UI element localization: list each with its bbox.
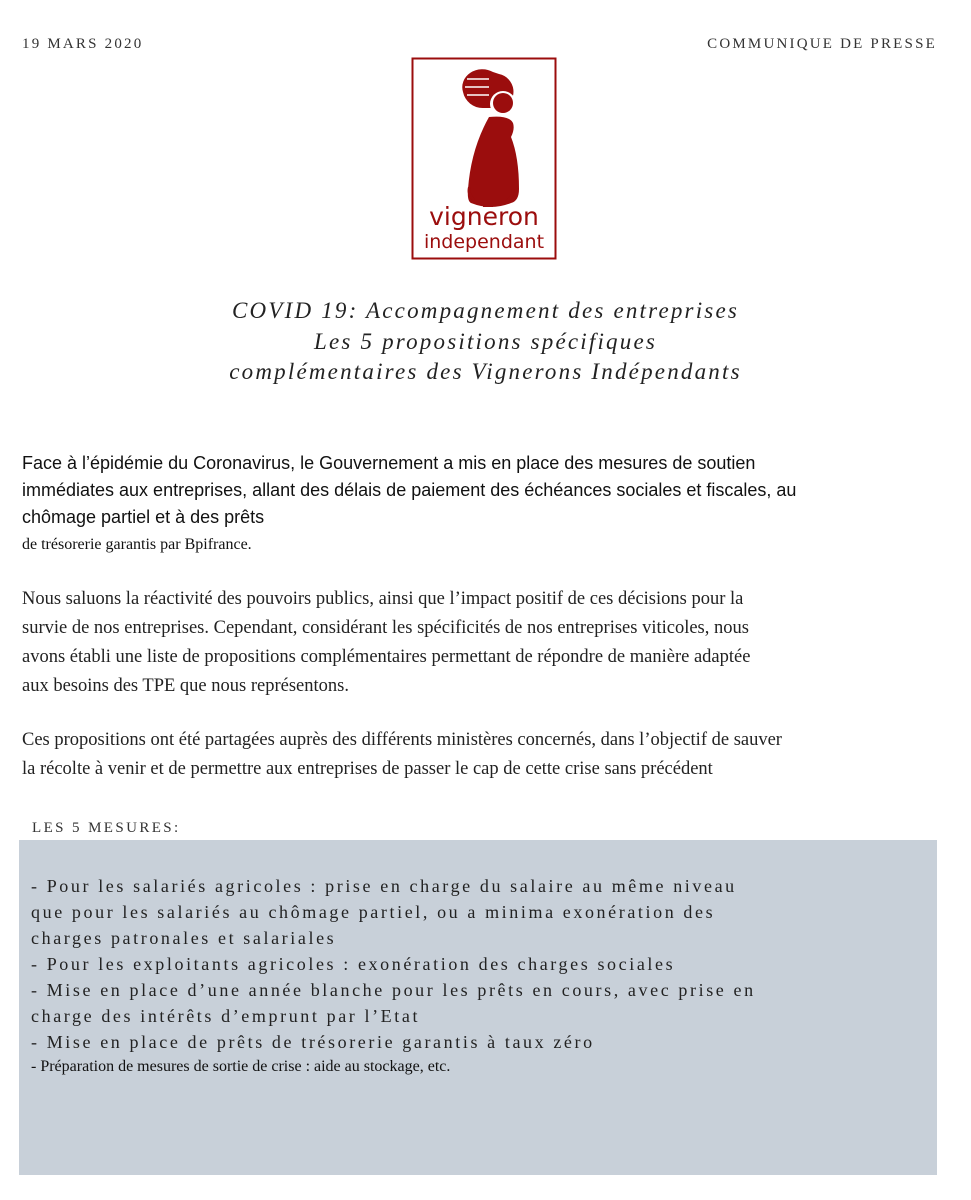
title-line: complémentaires des Vignerons Indépendants bbox=[229, 359, 742, 384]
press-release-title bbox=[0, 296, 971, 388]
vigneron-independant-logo bbox=[411, 57, 557, 260]
title-line: COVID 19: Accompagnement des entreprises bbox=[231, 298, 740, 323]
measure-line: charge des intérêts d’emprunt par l’Etat bbox=[31, 1006, 421, 1026]
text-line: aux besoins des TPE que nous représentons. bbox=[22, 676, 349, 696]
measure-line: - Mise en place d’une année blanche pour les prêts en cours, avec prise en bbox=[31, 980, 756, 1000]
measures-heading: LES 5 MESURES: bbox=[32, 820, 181, 836]
text-line: Face à l’épidémie du Coronavirus, le Gouvernement a mis en place des mesures de soutien bbox=[22, 453, 756, 473]
text-line: survie de nos entreprises. Cependant, considérant les spécificités de nos entreprises viticoles, nous bbox=[22, 618, 749, 638]
measure-line: - Mise en place de prêts de trésorerie garantis à taux zéro bbox=[31, 1032, 595, 1052]
measure-line: - Pour les salariés agricoles : prise en charge du salaire au même niveau bbox=[31, 876, 737, 896]
measure-line: - Pour les exploitants agricoles : exonération des charges sociales bbox=[31, 954, 676, 974]
text-line: la récolte à venir et de permettre aux entreprises de passer le cap de cette crise sans précédent bbox=[22, 759, 713, 779]
text-line: chômage partiel et à des prêts bbox=[22, 507, 265, 527]
text-line: Ces propositions ont été partagées auprès des différents ministères concernés, dans l’objectif de sauver bbox=[22, 730, 782, 750]
measure-line-last: - Préparation de mesures de sortie de crise : aide au stockage, etc. bbox=[31, 1058, 451, 1075]
measure-line: que pour les salariés au chômage partiel, ou a minima exonération des bbox=[31, 902, 716, 922]
measures-list bbox=[31, 873, 756, 1055]
title-line: Les 5 propositions spécifiques bbox=[313, 328, 658, 354]
text-line: avons établi une liste de propositions complémentaires permettant de répondre de manière adaptée bbox=[22, 647, 751, 667]
date: 19 MARS 2020 bbox=[22, 36, 144, 52]
third-paragraph bbox=[22, 726, 952, 784]
measure-line: charges patronales et salariales bbox=[31, 928, 337, 948]
second-paragraph bbox=[22, 585, 952, 701]
text-line: Nous saluons la réactivité des pouvoirs publics, ainsi que l’impact positif de ces décisions pour la bbox=[22, 589, 744, 609]
document-type: COMMUNIQUE DE PRESSE bbox=[707, 36, 937, 52]
svg-text:vigneron: vigneron bbox=[429, 202, 539, 231]
intro-paragraph-tail: de trésorerie garantis par Bpifrance. bbox=[22, 536, 252, 553]
text-line: immédiates aux entreprises, allant des délais de paiement des échéances sociales et fiscales, au bbox=[22, 480, 797, 500]
svg-text:independant: independant bbox=[423, 231, 545, 253]
intro-paragraph bbox=[22, 450, 952, 531]
